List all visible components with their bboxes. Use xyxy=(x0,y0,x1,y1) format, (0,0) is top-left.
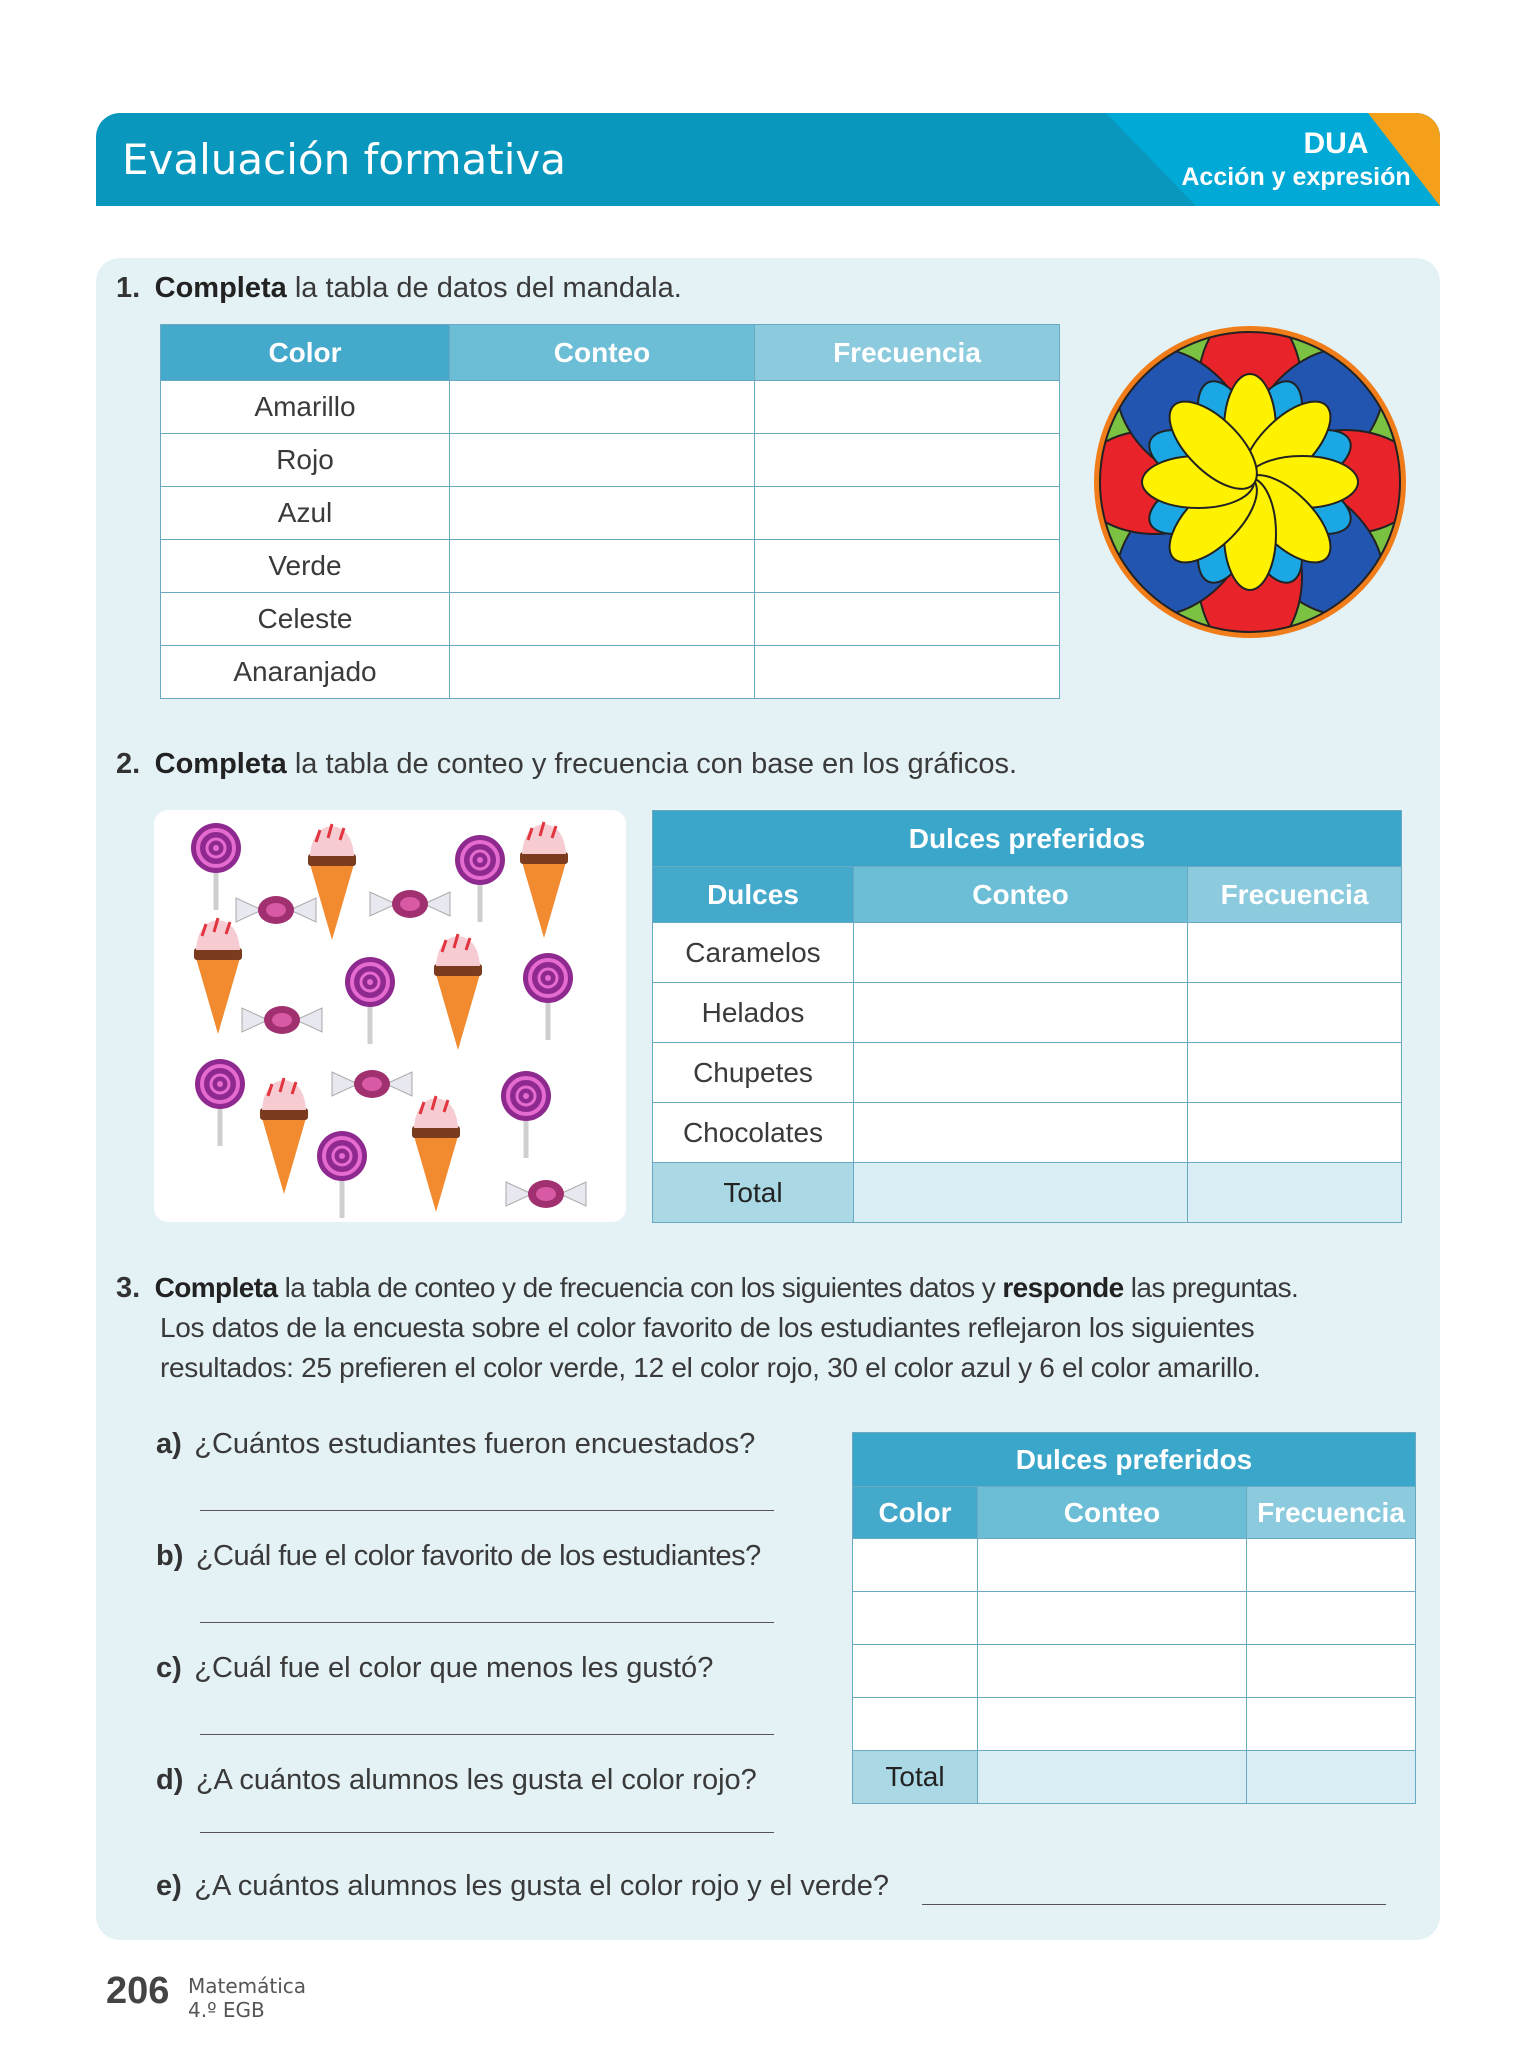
row-label: Caramelos xyxy=(653,923,854,983)
question-3-line-3: resultados: 25 prefieren el color verde, 12 el color rojo, 30 el color azul y 6 el color amarillo. xyxy=(160,1352,1261,1383)
frecuencia-cell[interactable] xyxy=(1188,1043,1402,1103)
row-label: Amarillo xyxy=(161,381,450,434)
subquestion-text: ¿A cuántos alumnos les gusta el color rojo y el verde? xyxy=(194,1870,890,1902)
question-3 xyxy=(116,1272,1426,1305)
sweets-illustration xyxy=(154,810,626,1222)
frecuencia-cell[interactable] xyxy=(755,381,1060,434)
row-label: Azul xyxy=(161,487,450,540)
section-title: Evaluación formativa xyxy=(122,135,566,184)
row-label: Verde xyxy=(161,540,450,593)
total-frecuencia-cell[interactable] xyxy=(1247,1751,1416,1804)
header-frecuencia: Frecuencia xyxy=(1188,867,1402,923)
color-cell[interactable] xyxy=(853,1698,978,1751)
row-label: Helados xyxy=(653,983,854,1043)
section-header xyxy=(96,113,1440,206)
row-label: Anaranjado xyxy=(161,646,450,699)
header-dulces: Dulces xyxy=(653,867,854,923)
header-frecuencia: Frecuencia xyxy=(755,325,1060,381)
color-cell[interactable] xyxy=(853,1539,978,1592)
conteo-cell[interactable] xyxy=(854,983,1188,1043)
header-frecuencia: Frecuencia xyxy=(1247,1487,1416,1539)
conteo-cell[interactable] xyxy=(450,487,755,540)
color-cell[interactable] xyxy=(853,1592,978,1645)
subquestion-label: a) xyxy=(156,1428,182,1460)
frecuencia-cell[interactable] xyxy=(755,593,1060,646)
total-conteo-cell[interactable] xyxy=(854,1163,1188,1223)
mandala-table xyxy=(160,324,1060,699)
frecuencia-cell[interactable] xyxy=(1247,1539,1416,1592)
header-conteo: Conteo xyxy=(450,325,755,381)
answer-line-c[interactable] xyxy=(200,1734,774,1735)
question-text: la tabla de datos del mandala. xyxy=(286,272,682,304)
grade-label: 4.º EGB xyxy=(188,1998,265,2022)
row-label: Rojo xyxy=(161,434,450,487)
header-conteo: Conteo xyxy=(854,867,1188,923)
frecuencia-cell[interactable] xyxy=(755,540,1060,593)
conteo-cell[interactable] xyxy=(978,1645,1247,1698)
frecuencia-cell[interactable] xyxy=(1247,1592,1416,1645)
frecuencia-cell[interactable] xyxy=(1188,1103,1402,1163)
question-number: 3. xyxy=(116,1272,141,1304)
row-label: Chupetes xyxy=(653,1043,854,1103)
subquestion-label: b) xyxy=(156,1540,184,1572)
conteo-cell[interactable] xyxy=(978,1698,1247,1751)
question-verb: Completa xyxy=(154,272,287,304)
subquestion-e xyxy=(156,1870,889,1903)
answer-line-b[interactable] xyxy=(200,1622,774,1623)
conteo-cell[interactable] xyxy=(450,593,755,646)
question-text: la tabla de conteo y frecuencia con base en los gráficos. xyxy=(286,748,1018,780)
color-survey-table xyxy=(852,1432,1416,1804)
question-text: la tabla de conteo y de frecuencia con los siguientes datos y xyxy=(277,1272,1003,1303)
color-cell[interactable] xyxy=(853,1645,978,1698)
subquestion-b xyxy=(156,1540,761,1573)
answer-line-a[interactable] xyxy=(200,1510,774,1511)
total-label: Total xyxy=(853,1751,978,1804)
frecuencia-cell[interactable] xyxy=(755,646,1060,699)
page-number: 206 xyxy=(106,1970,170,2012)
conteo-cell[interactable] xyxy=(450,646,755,699)
question-verb-2: responde xyxy=(1002,1272,1124,1303)
conteo-cell[interactable] xyxy=(854,1103,1188,1163)
sweets-table xyxy=(652,810,1402,1223)
question-1 xyxy=(116,272,682,305)
total-label: Total xyxy=(653,1163,854,1223)
subquestion-text: ¿Cuántos estudiantes fueron encuestados? xyxy=(194,1428,756,1460)
total-conteo-cell[interactable] xyxy=(978,1751,1247,1804)
conteo-cell[interactable] xyxy=(854,923,1188,983)
conteo-cell[interactable] xyxy=(978,1539,1247,1592)
subquestion-text: ¿A cuántos alumnos les gusta el color rojo? xyxy=(195,1764,757,1796)
subquestion-a xyxy=(156,1428,755,1461)
dua-title: DUA xyxy=(1303,127,1369,160)
frecuencia-cell[interactable] xyxy=(1247,1698,1416,1751)
subquestion-text: ¿Cuál fue el color favorito de los estudiantes? xyxy=(195,1540,761,1572)
frecuencia-cell[interactable] xyxy=(1188,923,1402,983)
question-3-line-2: Los datos de la encuesta sobre el color favorito de los estudiantes reflejaron los siguientes xyxy=(160,1312,1255,1343)
question-verb: Completa xyxy=(154,1272,278,1303)
conteo-cell[interactable] xyxy=(450,381,755,434)
header-conteo: Conteo xyxy=(978,1487,1247,1539)
question-2 xyxy=(116,748,1017,781)
question-verb: Completa xyxy=(154,748,287,780)
frecuencia-cell[interactable] xyxy=(1188,983,1402,1043)
conteo-cell[interactable] xyxy=(450,540,755,593)
question-number: 1. xyxy=(116,272,141,304)
subject-label: Matemática xyxy=(188,1974,307,1998)
row-label: Chocolates xyxy=(653,1103,854,1163)
subquestion-c xyxy=(156,1652,713,1685)
subquestion-text: ¿Cuál fue el color que menos les gustó? xyxy=(194,1652,714,1684)
question-text-2: las preguntas. xyxy=(1123,1272,1299,1303)
subquestion-label: c) xyxy=(156,1652,182,1684)
header-color: Color xyxy=(853,1487,978,1539)
answer-line-e[interactable] xyxy=(922,1904,1386,1905)
subquestion-label: e) xyxy=(156,1870,182,1902)
frecuencia-cell[interactable] xyxy=(755,487,1060,540)
subquestion-d xyxy=(156,1764,757,1797)
header-color: Color xyxy=(161,325,450,381)
answer-line-d[interactable] xyxy=(200,1832,774,1833)
conteo-cell[interactable] xyxy=(854,1043,1188,1103)
question-number: 2. xyxy=(116,748,141,780)
mandala-image xyxy=(1090,322,1410,642)
row-label: Celeste xyxy=(161,593,450,646)
table-title: Dulces preferidos xyxy=(853,1433,1416,1487)
subquestion-label: d) xyxy=(156,1764,184,1796)
frecuencia-cell[interactable] xyxy=(1247,1645,1416,1698)
table-title: Dulces preferidos xyxy=(653,811,1402,867)
total-frecuencia-cell[interactable] xyxy=(1188,1163,1402,1223)
frecuencia-cell[interactable] xyxy=(755,434,1060,487)
dua-subtitle: Acción y expresión xyxy=(1181,163,1411,191)
conteo-cell[interactable] xyxy=(450,434,755,487)
conteo-cell[interactable] xyxy=(978,1592,1247,1645)
